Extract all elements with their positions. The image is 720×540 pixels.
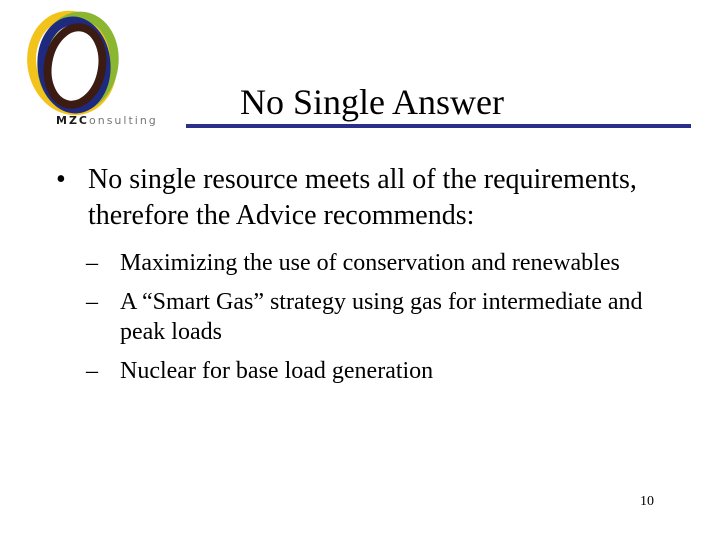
company-logo	[20, 8, 170, 128]
sub-bullet-list	[56, 248, 676, 386]
page-number: 10	[640, 494, 654, 509]
sub-bullet	[86, 248, 676, 278]
dash-icon: –	[86, 289, 98, 315]
logo-wordmark-strong: MZC	[56, 114, 89, 127]
sub-bullet-text: Maximizing the use of conservation and renewables	[120, 250, 620, 276]
logo-wordmark-light: onsulting	[89, 114, 158, 127]
main-bullet-text: No single resource meets all of the requirements, therefore the Advice recommends:	[88, 164, 637, 231]
sub-bullet	[86, 356, 676, 386]
slide-body	[56, 162, 676, 395]
dash-icon: –	[86, 358, 98, 384]
sub-bullet	[86, 287, 676, 347]
dash-icon: –	[86, 250, 98, 276]
bullet-dot-icon: •	[56, 164, 66, 195]
sub-bullet-text: Nuclear for base load generation	[120, 358, 434, 384]
logo-wordmark	[56, 114, 158, 127]
rings-logo-icon	[20, 8, 170, 118]
slide-title: No Single Answer	[240, 82, 504, 122]
sub-bullet-text: A “Smart Gas” strategy using gas for intermediate and peak loads	[120, 289, 643, 345]
title-underline	[186, 124, 691, 128]
main-bullet	[56, 162, 676, 234]
